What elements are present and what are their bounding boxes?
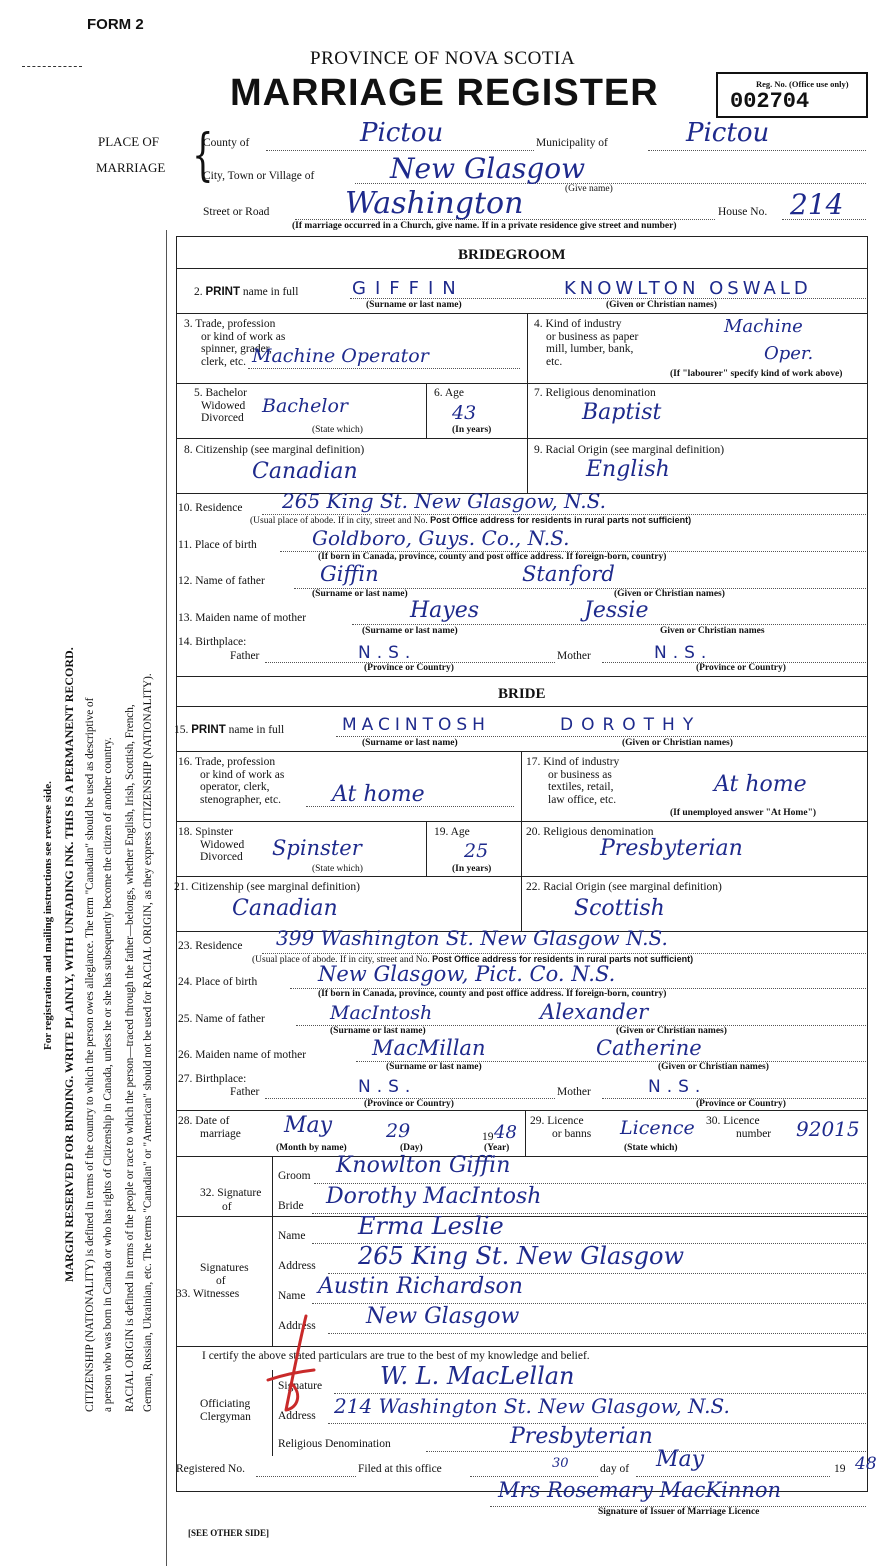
groom-birthplaces-label: 14. Birthplace: bbox=[178, 636, 247, 648]
province-heading: PROVINCE OF NOVA SCOTIA bbox=[310, 48, 576, 69]
groom-birthplace-father-value: N.S. bbox=[358, 643, 417, 663]
licence-number-label: 30. Licence number bbox=[706, 1115, 772, 1140]
bride-birth-father-caption: (Province or Country) bbox=[364, 1099, 454, 1109]
groom-age-value: 43 bbox=[452, 402, 477, 424]
filed-year: 48 bbox=[855, 1454, 877, 1474]
bride-mother-label: 26. Maiden name of mother bbox=[178, 1049, 307, 1061]
bride-birthplace-mother-value: N.S. bbox=[648, 1077, 707, 1097]
bride-age-label: 19. Age bbox=[434, 826, 470, 838]
bride-birthplace-value: New Glasgow, Pict. Co. N.S. bbox=[318, 962, 616, 986]
filed-month: May bbox=[656, 1447, 705, 1472]
officiating-clergyman-label: Officiating Clergyman bbox=[200, 1398, 251, 1423]
witness-1-address-label: Address bbox=[278, 1260, 316, 1272]
groom-origin-value: English bbox=[586, 457, 670, 482]
witness-1-name-label: Name bbox=[278, 1230, 306, 1242]
bride-signature: Dorothy MacIntosh bbox=[326, 1184, 542, 1209]
registered-number-label: Registered No. bbox=[176, 1463, 245, 1475]
groom-status-caption: (State which) bbox=[312, 425, 363, 435]
margin-mark bbox=[22, 66, 82, 69]
bride-origin-value: Scottish bbox=[574, 896, 665, 921]
groom-given-caption: (Given or Christian names) bbox=[606, 300, 717, 310]
licence-type-label: 29. Licence or banns bbox=[530, 1115, 592, 1140]
municipality-value: Pictou bbox=[686, 118, 770, 148]
date-caption-day: (Day) bbox=[400, 1143, 423, 1153]
witness-1-name: Erma Leslie bbox=[358, 1212, 504, 1240]
margin-citizenship-2: a person who was born in Canada or who has rights of Citizenship in Canada, unless he or she has subsequently become the citizen of another country. bbox=[102, 737, 114, 1412]
bride-origin-label: 22. Racial Origin (see marginal definition) bbox=[526, 881, 722, 893]
groom-mother-surname: Hayes bbox=[410, 598, 480, 623]
filed-year-prefix: 19 bbox=[834, 1463, 846, 1475]
margin-racial-1: RACIAL ORIGIN is defined in terms of the people or race to which the person—traced through the father—belongs, whether English, Irish, Scottish, French, bbox=[124, 704, 136, 1412]
groom-surname-caption: (Surname or last name) bbox=[366, 300, 462, 310]
bridegroom-heading: BRIDEGROOM bbox=[458, 247, 566, 263]
bride-mother-surname: MacMillan bbox=[372, 1036, 486, 1060]
bride-mother-surname-caption: (Surname or last name) bbox=[386, 1062, 482, 1072]
groom-industry-value-2: Oper. bbox=[764, 343, 814, 364]
date-caption-month: (Month by name) bbox=[276, 1143, 347, 1153]
groom-citizenship-value: Canadian bbox=[252, 459, 358, 484]
bride-birthplaces-label: 27. Birthplace: bbox=[178, 1073, 247, 1085]
filed-label: Filed at this office bbox=[358, 1463, 442, 1475]
bride-mother-given-caption: (Given or Christian names) bbox=[658, 1062, 769, 1072]
filed-day: 30 bbox=[552, 1456, 569, 1471]
marriage-day: 29 bbox=[386, 1120, 411, 1142]
reg-number-label: Reg. No. (Office use only) bbox=[756, 79, 849, 89]
bride-industry-label: 17. Kind of industry or business as textiles, retail, law office, etc. bbox=[526, 756, 620, 806]
groom-birthplace-value: Goldboro, Guys. Co., N.S. bbox=[312, 526, 570, 550]
place-brace: { bbox=[192, 123, 214, 188]
witnesses-label: Signatures of 33. Witnesses bbox=[176, 1262, 249, 1300]
groom-age-caption: (In years) bbox=[452, 425, 492, 435]
bride-residence-label: 23. Residence bbox=[178, 940, 243, 952]
groom-father-given: Stanford bbox=[522, 562, 615, 586]
groom-father-given-caption: (Given or Christian names) bbox=[614, 589, 725, 599]
groom-birth-mother-caption: (Province or Country) bbox=[696, 663, 786, 673]
bride-religion-value: Presbyterian bbox=[600, 836, 743, 861]
groom-birthplace-mother-label: Mother bbox=[557, 650, 591, 662]
clergy-denomination: Presbyterian bbox=[510, 1424, 653, 1449]
county-value: Pictou bbox=[360, 118, 444, 148]
place-of-label: PLACE OF bbox=[98, 134, 160, 149]
bride-status-caption: (State which) bbox=[312, 864, 363, 874]
bride-status-label: 18. Spinster Widowed Divorced bbox=[178, 826, 245, 863]
bride-mother-given: Catherine bbox=[596, 1036, 702, 1060]
bride-birthplace-mother-label: Mother bbox=[557, 1086, 591, 1098]
clergy-signature-label: Signature bbox=[278, 1380, 323, 1392]
bride-age-value: 25 bbox=[464, 840, 489, 862]
county-label: County of bbox=[203, 137, 250, 149]
house-label: House No. bbox=[718, 206, 768, 218]
witness-2-name: Austin Richardson bbox=[318, 1274, 523, 1299]
red-check-mark-icon bbox=[262, 1310, 332, 1420]
groom-religion-value: Baptist bbox=[582, 400, 662, 425]
bride-residence-caption: (Usual place of abode. If in city, street and No. Post Office address for residents in rural parts not sufficient) bbox=[252, 954, 694, 965]
signature-of-label: 32. Signature of bbox=[200, 1187, 262, 1213]
bride-father-surname: MacIntosh bbox=[330, 1002, 433, 1024]
name-in-full-label: name in full bbox=[242, 286, 299, 298]
groom-birthplace-label: 11. Place of birth bbox=[178, 539, 257, 551]
groom-father-label: 12. Name of father bbox=[178, 575, 265, 587]
witness-2-name-label: Name bbox=[278, 1290, 306, 1302]
groom-mother-given-caption: Given or Christian names bbox=[660, 626, 765, 636]
marriage-date-label: 28. Date of marriage bbox=[178, 1115, 241, 1140]
bride-status-value: Spinster bbox=[272, 836, 362, 860]
groom-name-label bbox=[194, 286, 298, 298]
groom-status-label: 5. Bachelor Widowed Divorced bbox=[194, 387, 248, 424]
clergy-address: 214 Washington St. New Glasgow, N.S. bbox=[334, 1394, 730, 1418]
groom-trade-value: Machine Operator bbox=[252, 345, 429, 367]
issuer-caption: Signature of Issuer of Marriage Licence bbox=[598, 1507, 760, 1517]
house-value: 214 bbox=[790, 188, 844, 221]
bride-age-caption: (In years) bbox=[452, 864, 492, 874]
margin-racial-2: German, Russian, Ukrainian, etc. The terms "Canadian" or "American" should not be used for RACIAL ORIGIN, as they express CITIZENSHIP (NATIONALITY). bbox=[142, 673, 154, 1412]
groom-father-surname: Giffin bbox=[320, 562, 379, 586]
bride-birthplace-father-value: N.S. bbox=[358, 1077, 417, 1097]
groom-status-value: Bachelor bbox=[262, 395, 349, 417]
groom-birthplace-mother-value: N.S. bbox=[654, 643, 713, 663]
marriage-month: May bbox=[284, 1113, 333, 1138]
groom-mother-surname-caption: (Surname or last name) bbox=[362, 626, 458, 636]
clergy-signature: W. L. MacLellan bbox=[380, 1362, 575, 1390]
bride-surname-caption: (Surname or last name) bbox=[362, 738, 458, 748]
groom-birthplace-caption: (If born in Canada, province, county and post office address. If foreign-born, country) bbox=[318, 552, 667, 562]
bride-residence-value: 399 Washington St. New Glasgow N.S. bbox=[276, 926, 668, 950]
binding-margin-line bbox=[166, 230, 167, 1566]
groom-mother-label: 13. Maiden name of mother bbox=[178, 612, 307, 624]
form-number: FORM 2 bbox=[87, 16, 144, 33]
bride-given-name: DOROTHY bbox=[560, 715, 702, 735]
groom-industry-label: 4. Kind of industry or business as paper mill, lumber, bank, etc. bbox=[534, 318, 639, 368]
bride-heading: BRIDE bbox=[498, 686, 546, 702]
licence-type-caption: (State which) bbox=[624, 1143, 678, 1153]
see-other-side: [SEE OTHER SIDE] bbox=[188, 1528, 270, 1538]
bride-citizenship-value: Canadian bbox=[232, 896, 338, 921]
municipality-label: Municipality of bbox=[536, 137, 608, 149]
clergy-denomination-label: Religious Denomination bbox=[278, 1438, 391, 1450]
witness-1-address: 265 King St. New Glasgow bbox=[358, 1242, 685, 1270]
groom-industry-value-1: Machine bbox=[724, 316, 803, 337]
give-name-caption: (Give name) bbox=[565, 184, 613, 194]
bride-industry-caption: (If unemployed answer "At Home") bbox=[670, 808, 817, 818]
marriage-year-prefix: 19 bbox=[482, 1131, 494, 1143]
bride-father-given: Alexander bbox=[540, 1000, 649, 1024]
groom-given-names: KNOWLTON OSWALD bbox=[564, 278, 812, 299]
groom-residence-caption: (Usual place of abode. If in city, street and No. Post Office address for residents in rural parts not sufficient) bbox=[250, 515, 692, 526]
bride-religion-label: 20. Religious denomination bbox=[526, 826, 654, 838]
marriage-label: MARRIAGE bbox=[96, 160, 166, 175]
bride-birthplace-father-label: Father bbox=[230, 1086, 260, 1098]
witness-2-address: New Glasgow bbox=[366, 1304, 520, 1329]
margin-note-instructions: For registration and mailing instructions see reverse side. bbox=[42, 781, 54, 1050]
marriage-year: 48 bbox=[494, 1122, 517, 1143]
bride-citizenship-label: 21. Citizenship (see marginal definition) bbox=[174, 881, 360, 893]
field-2-number: 2. bbox=[194, 286, 203, 298]
bride-name-label: 15. PRINT name in full bbox=[174, 724, 285, 736]
bride-trade-value: At home bbox=[332, 782, 425, 807]
groom-trade-label: 3. Trade, profession or kind of work as spinner, grader, clerk, etc. bbox=[184, 318, 286, 368]
margin-citizenship-1: CITIZENSHIP (NATIONALITY) is defined in terms of the country to which the person owes allegiance. The term "Canadian" should be used as descriptive of bbox=[84, 697, 96, 1412]
groom-father-surname-caption: (Surname or last name) bbox=[312, 589, 408, 599]
groom-residence-value: 265 King St. New Glasgow, N.S. bbox=[282, 489, 606, 513]
groom-birthplace-father-label: Father bbox=[230, 650, 260, 662]
issuer-signature: Mrs Rosemary MacKinnon bbox=[498, 1478, 782, 1502]
street-label: Street or Road bbox=[203, 206, 270, 218]
groom-citizenship-label: 8. Citizenship (see marginal definition) bbox=[184, 444, 365, 456]
groom-religion-label: 7. Religious denomination bbox=[534, 387, 656, 399]
day-of-label: day of bbox=[600, 1463, 630, 1475]
place-note: (If marriage occurred in a Church, give name. If in a private residence give street and number) bbox=[292, 221, 677, 231]
bride-birth-mother-caption: (Province or Country) bbox=[696, 1099, 786, 1109]
bride-signature-label: Bride bbox=[278, 1200, 304, 1212]
groom-birth-father-caption: (Province or Country) bbox=[364, 663, 454, 673]
bride-father-surname-caption: (Surname or last name) bbox=[330, 1026, 426, 1036]
reg-number-value: 002704 bbox=[730, 89, 810, 114]
print-label: PRINT bbox=[205, 286, 240, 298]
bride-surname: MACINTOSH bbox=[342, 715, 490, 735]
groom-industry-caption: (If "labourer" specify kind of work above) bbox=[670, 369, 843, 379]
margin-note-binding: MARGIN RESERVED FOR BINDING. WRITE PLAINLY, WITH UNFADING INK. THIS IS A PERMANENT RECORD. bbox=[62, 647, 76, 1282]
clergy-address-label: Address bbox=[278, 1410, 316, 1422]
witness-2-address-label: Address bbox=[278, 1320, 316, 1332]
bride-birthplace-caption: (If born in Canada, province, county and post office address. If foreign-born, country) bbox=[318, 989, 667, 999]
bride-father-given-caption: (Given or Christian names) bbox=[616, 1026, 727, 1036]
date-caption-year: (Year) bbox=[484, 1143, 510, 1153]
form-title: MARRIAGE REGISTER bbox=[230, 72, 659, 114]
bride-birthplace-label: 24. Place of birth bbox=[178, 976, 258, 988]
city-value: New Glasgow bbox=[390, 152, 586, 185]
certification-statement: I certify the above stated particulars are true to the best of my knowledge and belief. bbox=[202, 1350, 590, 1362]
groom-residence-label: 10. Residence bbox=[178, 502, 243, 514]
groom-origin-label: 9. Racial Origin (see marginal definition) bbox=[534, 444, 725, 456]
groom-age-label: 6. Age bbox=[434, 387, 465, 399]
groom-mother-given: Jessie bbox=[584, 598, 649, 623]
groom-signature: Knowlton Giffin bbox=[336, 1153, 511, 1178]
bride-father-label: 25. Name of father bbox=[178, 1013, 265, 1025]
groom-surname: GIFFIN bbox=[352, 278, 465, 299]
bride-given-caption: (Given or Christian names) bbox=[622, 738, 733, 748]
reg-number-box bbox=[716, 72, 868, 118]
licence-type-value: Licence bbox=[620, 1117, 695, 1139]
groom-signature-label: Groom bbox=[278, 1170, 311, 1182]
city-label: City, Town or Village of bbox=[203, 170, 315, 182]
bride-trade-label: 16. Trade, profession or kind of work as operator, clerk, stenographer, etc. bbox=[178, 756, 285, 806]
licence-number-value: 92015 bbox=[796, 1117, 860, 1141]
bride-industry-value: At home bbox=[714, 772, 807, 797]
street-value: Washington bbox=[345, 186, 524, 221]
